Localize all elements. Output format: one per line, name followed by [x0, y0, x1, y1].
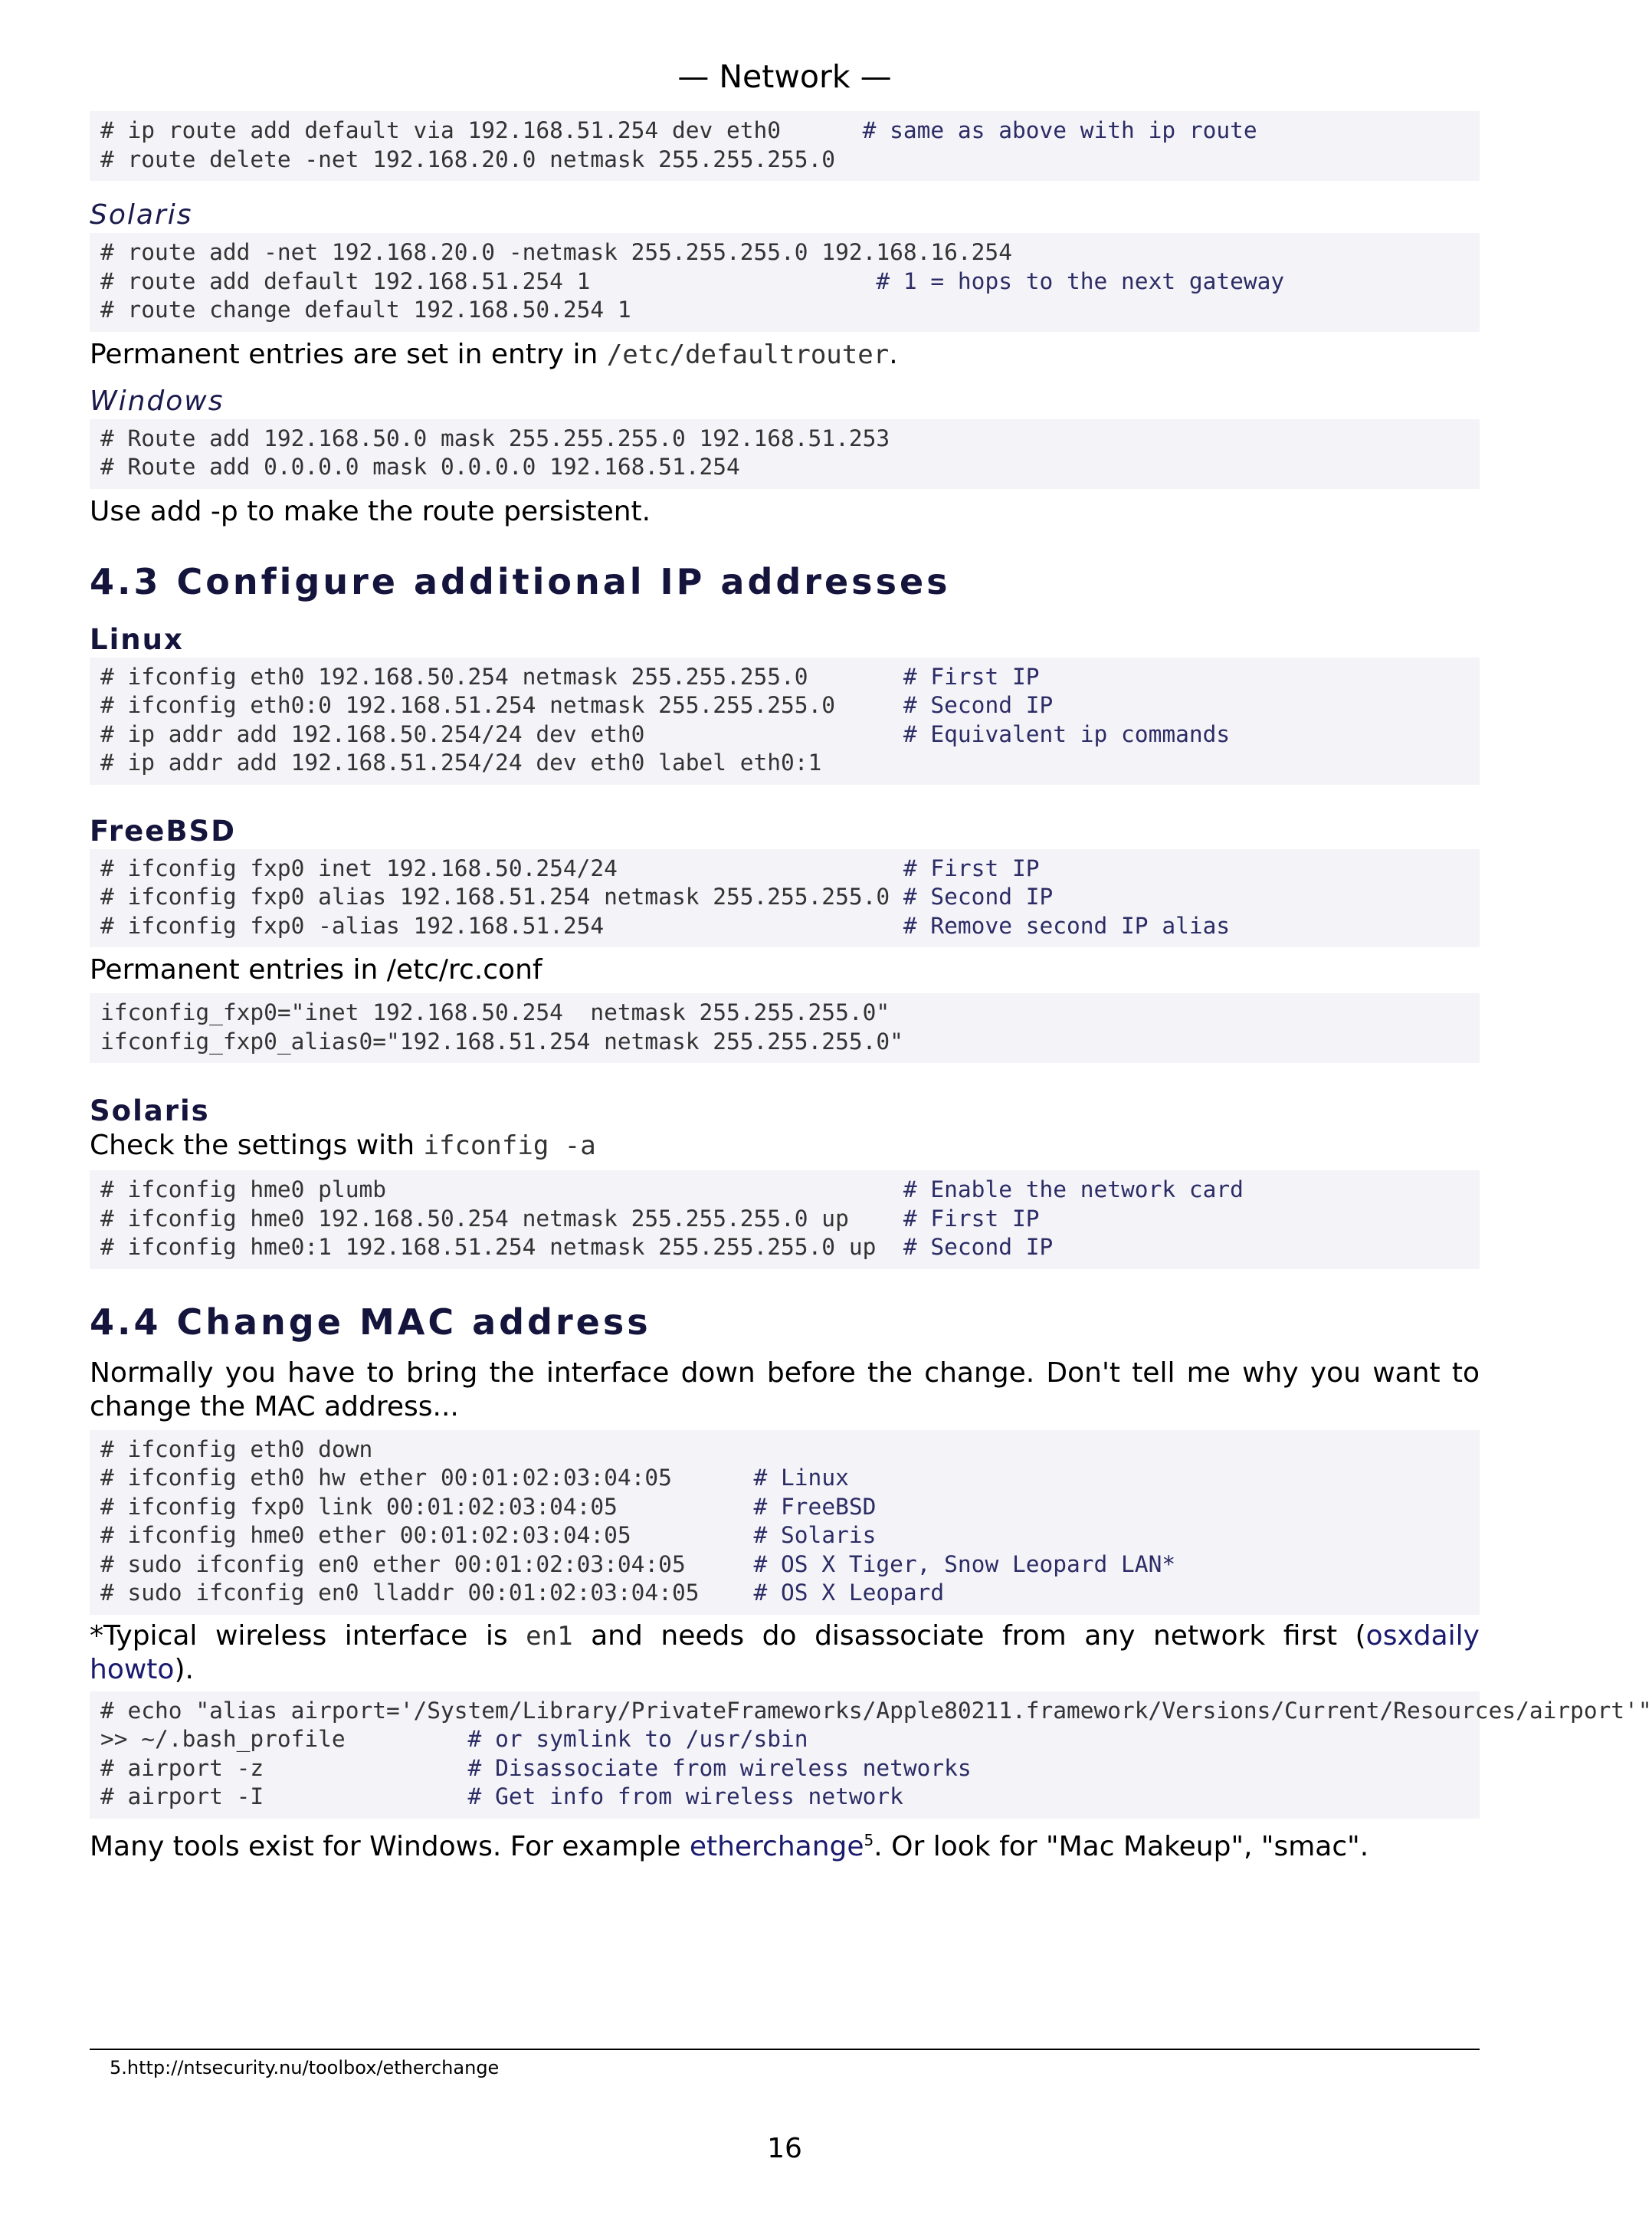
code-block-ip-freebsd [90, 849, 1480, 948]
code-command: # route add default 192.168.51.254 1 [100, 267, 877, 294]
windows-persistent-note: Use add -p to make the route persistent. [90, 495, 651, 527]
code-line [100, 425, 1480, 454]
code-command: # ifconfig eth0 down [100, 1435, 373, 1462]
code-line [100, 691, 1480, 720]
code-block-route-solaris [90, 233, 1480, 332]
code-line [100, 267, 1480, 297]
code-command: # ip addr add 192.168.51.254/24 dev eth0 label eth0:1 [100, 750, 822, 776]
solaris-check-text: Check the settings with ifconfig -a [90, 1130, 596, 1161]
code-line [100, 855, 1480, 884]
section-title-4-3: 4.3 Configure additional IP addresses [90, 560, 951, 602]
code-comment: # 1 = hops to the next gateway [876, 267, 1285, 294]
page-number: 16 [767, 2133, 802, 2164]
code-command: # ifconfig hme0:1 192.168.51.254 netmask 255.255.255.0 up [100, 1234, 903, 1260]
code-comment: # First IP [903, 855, 1040, 881]
code-line [100, 1176, 1480, 1205]
code-line [100, 1233, 1480, 1262]
code-command: # sudo ifconfig en0 lladdr 00:01:02:03:04:05 [100, 1580, 754, 1606]
code-command: # ip route add default via 192.168.51.254 dev eth0 [100, 117, 863, 143]
code-block-mac [90, 1430, 1480, 1615]
code-comment: # Second IP [903, 884, 1054, 910]
code-line [100, 1550, 1480, 1580]
code-comment: # Disassociate from wireless networks [467, 1754, 972, 1781]
code-comment: # First IP [903, 1205, 1040, 1232]
code-command: >> ~/.bash_profile [100, 1726, 468, 1752]
code-line [100, 1697, 1652, 1726]
code-block-route-windows [90, 419, 1480, 489]
wireless-note: *Typical wireless interface is en1 and needs do disassociate from any network first (osxdaily howto). [90, 1619, 1480, 1685]
code-command: # ifconfig eth0:0 192.168.51.254 netmask 255.255.255.0 [100, 692, 903, 718]
code-line [100, 1725, 1480, 1754]
code-line [100, 1493, 1480, 1522]
defaultrouter-file: /etc/defaultrouter [606, 339, 890, 370]
code-command: ifconfig_fxp0="inet 192.168.50.254 netmask 255.255.255.0" [100, 999, 890, 1025]
code-comment: # or symlink to /usr/sbin [467, 1726, 808, 1752]
code-line [100, 912, 1480, 941]
code-comment: # Solaris [753, 1522, 877, 1548]
code-comment: # Remove second IP alias [903, 912, 1231, 939]
code-command: # ifconfig fxp0 alias 192.168.51.254 netmask 255.255.255.0 [100, 884, 903, 910]
solaris-permanent-text: Permanent entries are set in entry in /etc/defaultrouter. [90, 338, 898, 370]
en1-interface: en1 [526, 1620, 573, 1652]
code-command: # airport -I [100, 1783, 468, 1809]
code-block-route-linux [90, 111, 1480, 181]
code-comment: # FreeBSD [753, 1493, 877, 1520]
code-line [100, 146, 1480, 175]
code-command: # ip addr add 192.168.50.254/24 dev eth0 [100, 720, 903, 747]
code-command: # ifconfig hme0 192.168.50.254 netmask 255.255.255.0 up [100, 1205, 903, 1232]
windows-tools-text: Many tools exist for Windows. For example etherchange$^5$. Or look for "Mac Makeup", "smac". [90, 1830, 1369, 1862]
code-comment: # First IP [903, 663, 1040, 690]
code-block-ip-solaris [90, 1170, 1480, 1269]
code-line [100, 1579, 1480, 1608]
code-command: # route delete -net 192.168.20.0 netmask 255.255.255.0 [100, 146, 836, 172]
code-command: # ifconfig fxp0 -alias 192.168.51.254 [100, 912, 903, 939]
code-command: # airport -z [100, 1754, 468, 1781]
code-comment: # Equivalent ip commands [903, 720, 1231, 747]
code-comment: # OS X Leopard [753, 1580, 945, 1606]
code-comment: # Enable the network card [903, 1176, 1244, 1202]
etherchange-link[interactable]: etherchange [689, 1830, 864, 1862]
running-header: — Network — [677, 58, 892, 95]
code-command: # sudo ifconfig en0 ether 00:01:02:03:04:05 [100, 1550, 754, 1577]
code-line [100, 116, 1480, 146]
code-line [100, 238, 1480, 267]
code-line [100, 1754, 1480, 1783]
code-comment: # Second IP [903, 1234, 1054, 1260]
heading-freebsd: FreeBSD [90, 814, 236, 848]
code-line [100, 453, 1480, 482]
code-line [100, 1435, 1480, 1465]
code-line [100, 663, 1480, 692]
code-line [100, 749, 1480, 778]
code-block-ip-linux [90, 658, 1480, 785]
code-command: # echo "alias airport='/System/Library/PrivateFrameworks/Apple80211.framework/Versions/Current/Resources/airport'" [100, 1697, 1652, 1724]
footnote-rule [90, 2049, 1480, 2050]
code-command: # ifconfig fxp0 inet 192.168.50.254/24 [100, 855, 903, 881]
code-comment: # same as above with ip route [862, 117, 1257, 143]
footnote-5: 5.http://ntsecurity.nu/toolbox/etherchange [110, 2057, 500, 2078]
code-command: # ifconfig hme0 plumb [100, 1176, 903, 1202]
code-command: # ifconfig hme0 ether 00:01:02:03:04:05 [100, 1522, 754, 1548]
code-line [100, 1521, 1480, 1550]
code-command: # ifconfig fxp0 link 00:01:02:03:04:05 [100, 1493, 754, 1520]
code-line [100, 999, 1480, 1028]
code-line [100, 1028, 1480, 1057]
code-command: # Route add 192.168.50.0 mask 255.255.255.0 192.168.51.253 [100, 425, 890, 451]
code-block-rc-conf [90, 993, 1480, 1063]
code-command: # ifconfig eth0 192.168.50.254 netmask 255.255.255.0 [100, 663, 903, 690]
osxdaily-howto-link[interactable]: osxdaily howto [90, 1619, 1480, 1685]
code-line [100, 1464, 1480, 1493]
code-comment: # Linux [753, 1465, 849, 1491]
code-comment: # OS X Tiger, Snow Leopard LAN* [753, 1550, 1176, 1577]
freebsd-permanent-text: Permanent entries in /etc/rc.conf [90, 954, 542, 986]
code-block-airport [90, 1691, 1652, 1819]
code-comment: # Get info from wireless network [467, 1783, 903, 1809]
code-command: # route change default 192.168.50.254 1 [100, 297, 631, 323]
heading-solaris-route: Solaris [90, 199, 193, 231]
code-line [100, 1783, 1480, 1812]
heading-windows-route: Windows [90, 385, 225, 417]
page-content [90, 111, 1652, 1864]
code-line [100, 1205, 1480, 1234]
code-command: # Route add 0.0.0.0 mask 0.0.0.0 192.168.51.254 [100, 454, 740, 480]
code-command: # route add -net 192.168.20.0 -netmask 255.255.255.0 192.168.16.254 [100, 239, 1012, 265]
code-line [100, 883, 1480, 912]
section-title-4-4: 4.4 Change MAC address [90, 1301, 651, 1343]
code-command: ifconfig_fxp0_alias0="192.168.51.254 netmask 255.255.255.0" [100, 1028, 903, 1055]
ifconfig-a-command: ifconfig -a [423, 1130, 596, 1161]
code-command: # ifconfig eth0 hw ether 00:01:02:03:04:05 [100, 1465, 754, 1491]
heading-linux: Linux [90, 622, 184, 656]
code-line [100, 296, 1480, 325]
code-line [100, 720, 1480, 750]
heading-solaris-ip: Solaris [90, 1094, 210, 1127]
footnote-ref-5[interactable]: 5 [864, 1830, 874, 1849]
mac-intro: Normally you have to bring the interface down before the change. Don't tell me why you want to change the MAC address... [90, 1357, 1480, 1422]
code-comment: # Second IP [903, 692, 1054, 718]
